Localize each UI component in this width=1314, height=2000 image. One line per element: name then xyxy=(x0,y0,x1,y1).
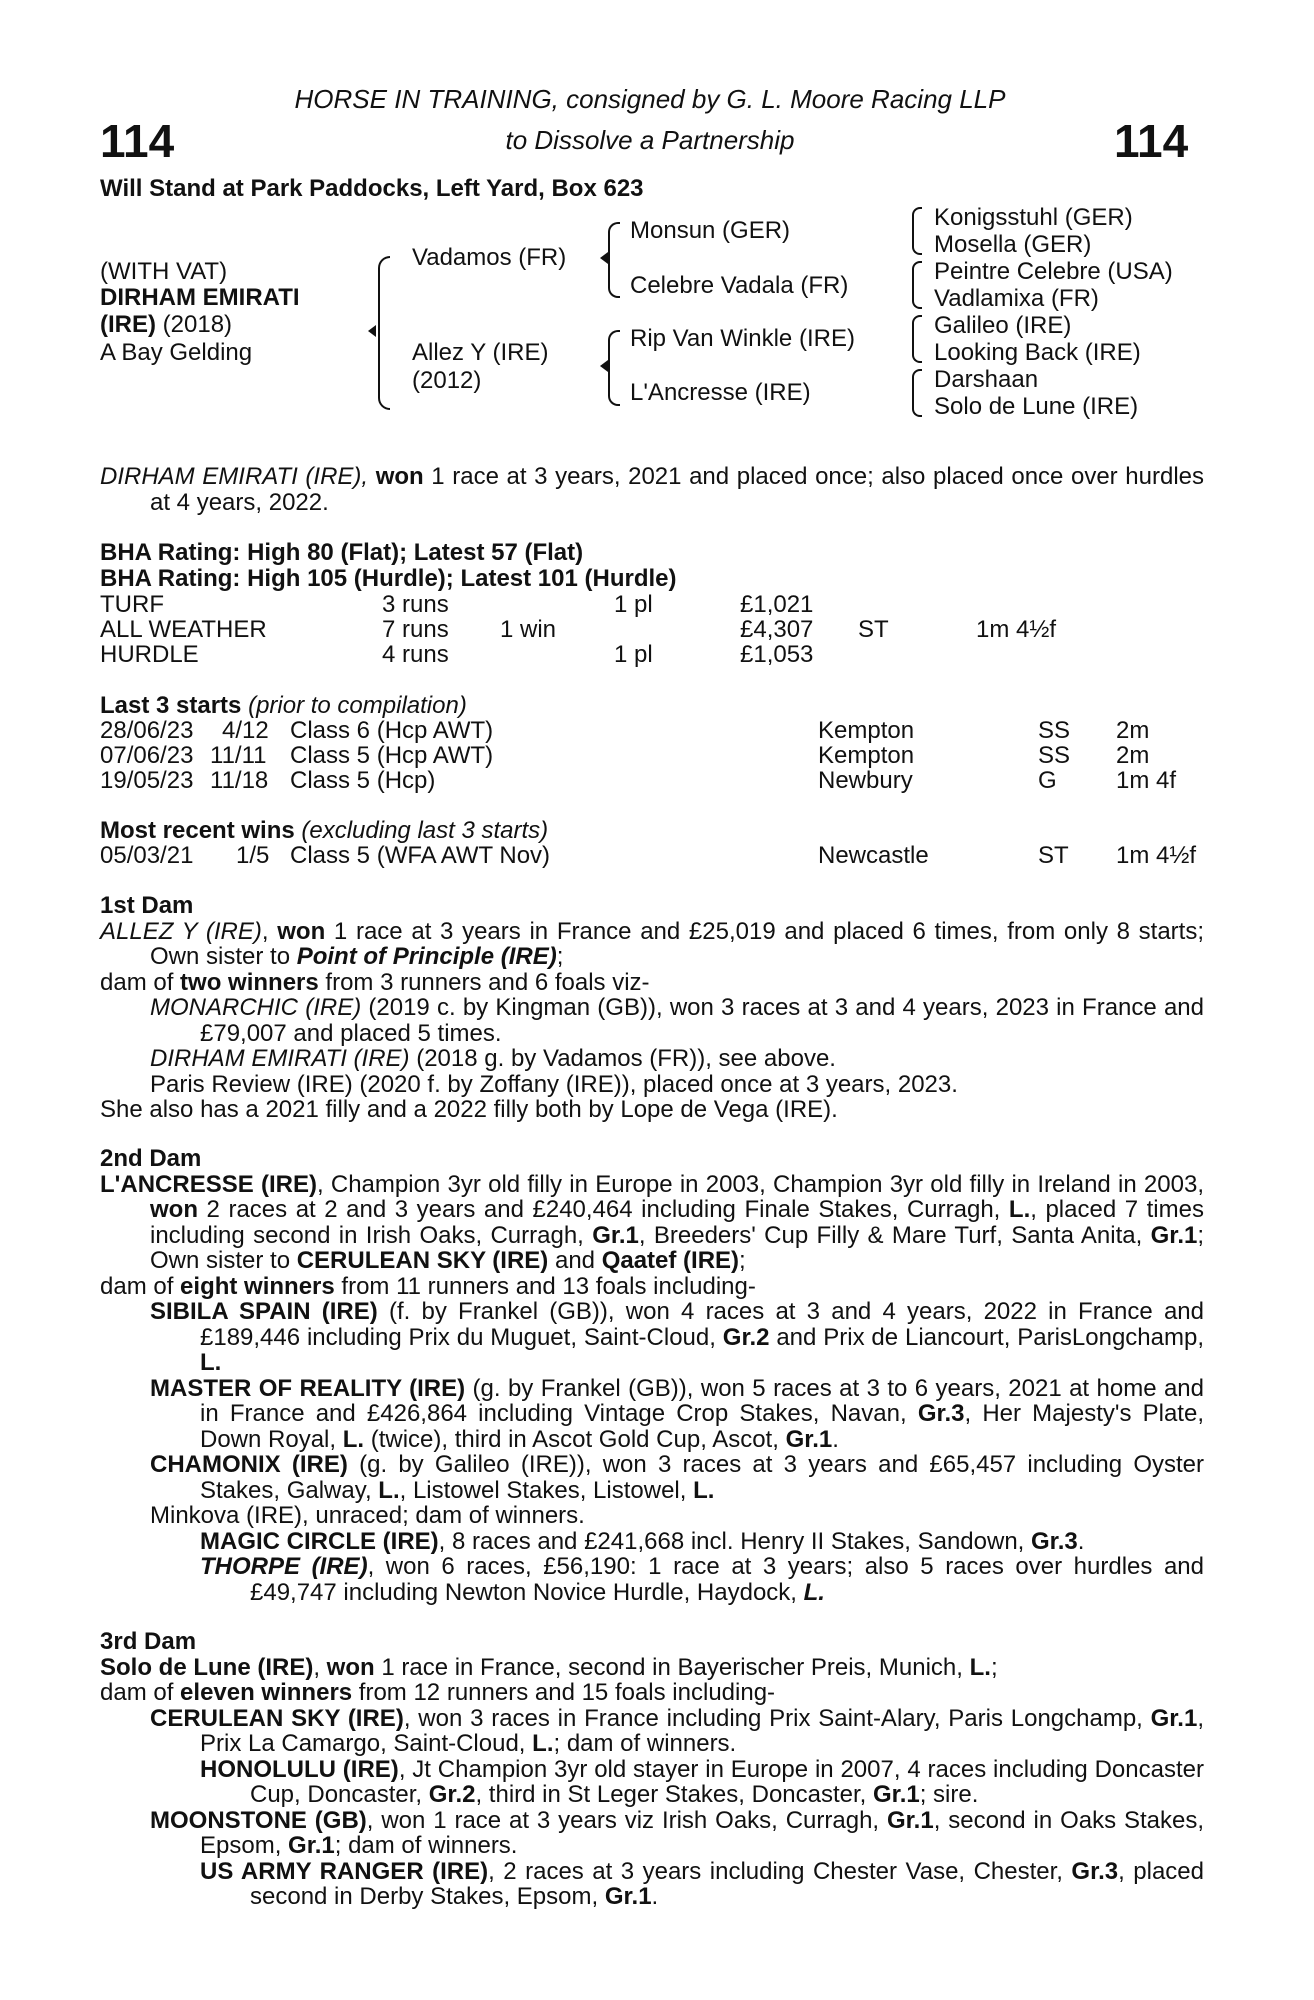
record-placed: 1 pl xyxy=(614,641,653,668)
great-grandparent-1: Konigsstuhl (GER) xyxy=(934,204,1133,231)
record-runs: 7 runs xyxy=(382,616,449,643)
start-going: SS xyxy=(1038,742,1071,769)
sire-brace xyxy=(608,222,620,298)
dam-brace xyxy=(608,330,620,406)
consignor-line: HORSE IN TRAINING, consigned by G. L. Moore Racing LLP xyxy=(294,84,1006,114)
ggs-brace-2 xyxy=(912,261,922,309)
start-course: Kempton xyxy=(818,717,915,744)
horse-suffix-year: (IRE) (2018) xyxy=(100,311,233,338)
record-surface: HURDLE xyxy=(100,641,199,668)
great-grandparent-7: Darshaan xyxy=(934,366,1039,393)
win-distance: 1m 4½f xyxy=(1116,842,1197,869)
start-date: 28/06/23 xyxy=(100,717,194,744)
recent-wins-heading: Most recent wins (excluding last 3 starts) xyxy=(100,817,549,844)
start-class: Class 5 (Hcp AWT) xyxy=(290,742,494,769)
great-grandparent-3: Peintre Celebre (USA) xyxy=(934,258,1173,285)
record-money: £4,307 xyxy=(740,616,814,643)
stand-location: Will Stand at Park Paddocks, Left Yard, Box 623 xyxy=(100,175,644,202)
start-course: Newbury xyxy=(818,767,913,794)
granddam-2: L'Ancresse (IRE) xyxy=(630,379,811,406)
second-dam-heading: 2nd Dam xyxy=(100,1145,202,1172)
pedigree-brace-main xyxy=(378,256,390,410)
record-runs: 3 runs xyxy=(382,591,449,618)
win-course: Newcastle xyxy=(818,842,929,869)
record-surface: ALL WEATHER xyxy=(100,616,267,643)
win-position: 1/5 xyxy=(236,842,270,869)
first-dam-heading: 1st Dam xyxy=(100,892,194,919)
rating-hurdle: BHA Rating: High 105 (Hurdle); Latest 101 (Hurdle) xyxy=(100,565,677,592)
start-date: 19/05/23 xyxy=(100,767,194,794)
consignor-subline: to Dissolve a Partnership xyxy=(505,125,795,155)
record-wins: 1 win xyxy=(500,616,557,643)
win-going: ST xyxy=(1038,842,1069,869)
third-dam-section: 3rd Dam Solo de Lune (IRE), won 1 race in France, second in Bayerischer Preis, Munich, L.; dam of eleven winners from 12 runners and 15 foals including- CERULEAN SKY (IRE), won 3 races in France including Prix Saint-Alary, Paris Longchamp, Gr.1, Prix La Camargo, Saint-Cloud, L.; dam of winners. HONOLULU (IRE), Jt Champion 3yr old stayer in Europe in 2007, 4 races including Doncaster Cup, Doncaster, Gr.2, third in St Leger Stakes, Doncaster, Gr.1; sire. MOONSTONE (GB), won 1 race at 3 years viz Irish Oaks, Curragh, Gr.1, second in Oaks Stakes, Epsom, Gr.1; dam of winners. US ARMY RANGER (IRE), 2 races at 3 years including Chester Vase, Chester, Gr.3, placed second in Derby Stakes, Epsom, Gr.1. xyxy=(100,1628,1205,1910)
vat-note: (WITH VAT) xyxy=(100,258,228,285)
dam-brace-point xyxy=(600,360,608,372)
record-surface: TURF xyxy=(100,591,164,618)
start-distance: 2m xyxy=(1116,742,1150,769)
rating-flat: BHA Rating: High 80 (Flat); Latest 57 (Flat) xyxy=(100,539,584,566)
start-distance: 1m 4f xyxy=(1116,767,1177,794)
record-placed: 1 pl xyxy=(614,591,653,618)
great-grandparent-2: Mosella (GER) xyxy=(934,231,1092,258)
first-dam-section: 1st Dam ALLEZ Y (IRE), won 1 race at 3 years in France and £25,019 and placed 6 times, from only 8 starts; Own sister to Point of Principle (IRE); dam of two winners from 3 runners and 6 foals viz- MONARCHIC (IRE) (2019 c. by Kingman (GB)), won 3 races at 3 and 4 years, 2023 in France and £79,007 and placed 5 times. DIRHAM EMIRATI (IRE) (2018 g. by Vadamos (FR)), see above. Paris Review (IRE) (2020 f. by Zoffany (IRE)), placed once at 3 years, 2023. She also has a 2021 filly and a 2022 filly both by Lope de Vega (IRE). xyxy=(100,892,1205,1123)
record-money: £1,053 xyxy=(740,641,814,668)
pedigree-brace-point xyxy=(368,325,376,337)
horse-name: DIRHAM EMIRATI xyxy=(100,284,300,311)
record-distance: 1m 4½f xyxy=(976,616,1057,643)
record-going: ST xyxy=(858,616,889,643)
race-summary: DIRHAM EMIRATI (IRE), won 1 race at 3 years, 2021 and placed once; also placed once over hurdles at 4 years, 2022. xyxy=(100,463,1204,516)
start-position: 11/11 xyxy=(210,742,267,769)
dam-name: Allez Y (IRE) xyxy=(412,339,549,366)
grandsire-2: Rip Van Winkle (IRE) xyxy=(630,325,855,352)
third-dam-heading: 3rd Dam xyxy=(100,1628,197,1655)
grandsire-1: Monsun (GER) xyxy=(630,217,791,244)
ggs-brace-1 xyxy=(912,207,922,255)
lot-number-left: 114 xyxy=(100,115,175,167)
win-date: 05/03/21 xyxy=(100,842,194,869)
sire-brace-point xyxy=(600,252,608,264)
great-grandparent-6: Looking Back (IRE) xyxy=(934,339,1141,366)
start-class: Class 5 (Hcp) xyxy=(290,767,436,794)
start-date: 07/06/23 xyxy=(100,742,194,769)
last-starts-heading: Last 3 starts (prior to compilation) xyxy=(100,692,467,719)
start-course: Kempton xyxy=(818,742,915,769)
start-going: SS xyxy=(1038,717,1071,744)
great-grandparent-5: Galileo (IRE) xyxy=(934,312,1072,339)
win-class: Class 5 (WFA AWT Nov) xyxy=(290,842,551,869)
record-money: £1,021 xyxy=(740,591,814,618)
ggs-brace-4 xyxy=(912,369,922,417)
granddam-1: Celebre Vadala (FR) xyxy=(630,272,849,299)
start-going: G xyxy=(1038,767,1057,794)
great-grandparent-4: Vadlamixa (FR) xyxy=(934,285,1099,312)
horse-description: A Bay Gelding xyxy=(100,339,253,366)
start-distance: 2m xyxy=(1116,717,1150,744)
ggs-brace-3 xyxy=(912,315,922,363)
sire-name: Vadamos (FR) xyxy=(412,244,567,271)
start-position: 4/12 xyxy=(222,717,269,744)
dam-year: (2012) xyxy=(412,367,482,394)
start-position: 11/18 xyxy=(210,767,269,794)
start-class: Class 6 (Hcp AWT) xyxy=(290,717,494,744)
record-runs: 4 runs xyxy=(382,641,449,668)
great-grandparent-8: Solo de Lune (IRE) xyxy=(934,393,1139,420)
lot-number-right: 114 xyxy=(1114,115,1189,167)
second-dam-section: 2nd Dam L'ANCRESSE (IRE), Champion 3yr old filly in Europe in 2003, Champion 3yr old filly in Ireland in 2003, won 2 races at 2 and 3 years and £240,464 including Finale Stakes, Curragh, L., placed 7 times including second in Irish Oaks, Curragh, Gr.1, Breeders' Cup Filly & Mare Turf, Santa Anita, Gr.1; Own sister to CERULEAN SKY (IRE) and Qaatef (IRE); dam of eight winners from 11 runners and 13 foals including- SIBILA SPAIN (IRE) (f. by Frankel (GB)), won 4 races at 3 and 4 years, 2022 in France and £189,446 including Prix du Muguet, Saint-Cloud, Gr.2 and Prix de Liancourt, ParisLongchamp, L. MASTER OF REALITY (IRE) (g. by Frankel (GB)), won 5 races at 3 to 6 years, 2021 at home and in France and £426,864 including Vintage Crop Stakes, Navan, Gr.3, Her Majesty's Plate, Down Royal, L. (twice), third in Ascot Gold Cup, Ascot, Gr.1. CHAMONIX (IRE) (g. by Galileo (IRE)), won 3 races at 3 years and £65,457 including Oyster Stakes, Galway, L., Listowel Stakes, Listowel, L. Minkova (IRE), unraced; dam of winners. MAGIC CIRCLE (IRE), 8 races and £241,668 incl. Henry II Stakes, Sandown, Gr.3. THORPE (IRE), won 6 races, £56,190: 1 race at 3 years; also 5 races over hurdles and £49,747 including Newton Novice Hurdle, Haydock, L. xyxy=(100,1145,1205,1606)
